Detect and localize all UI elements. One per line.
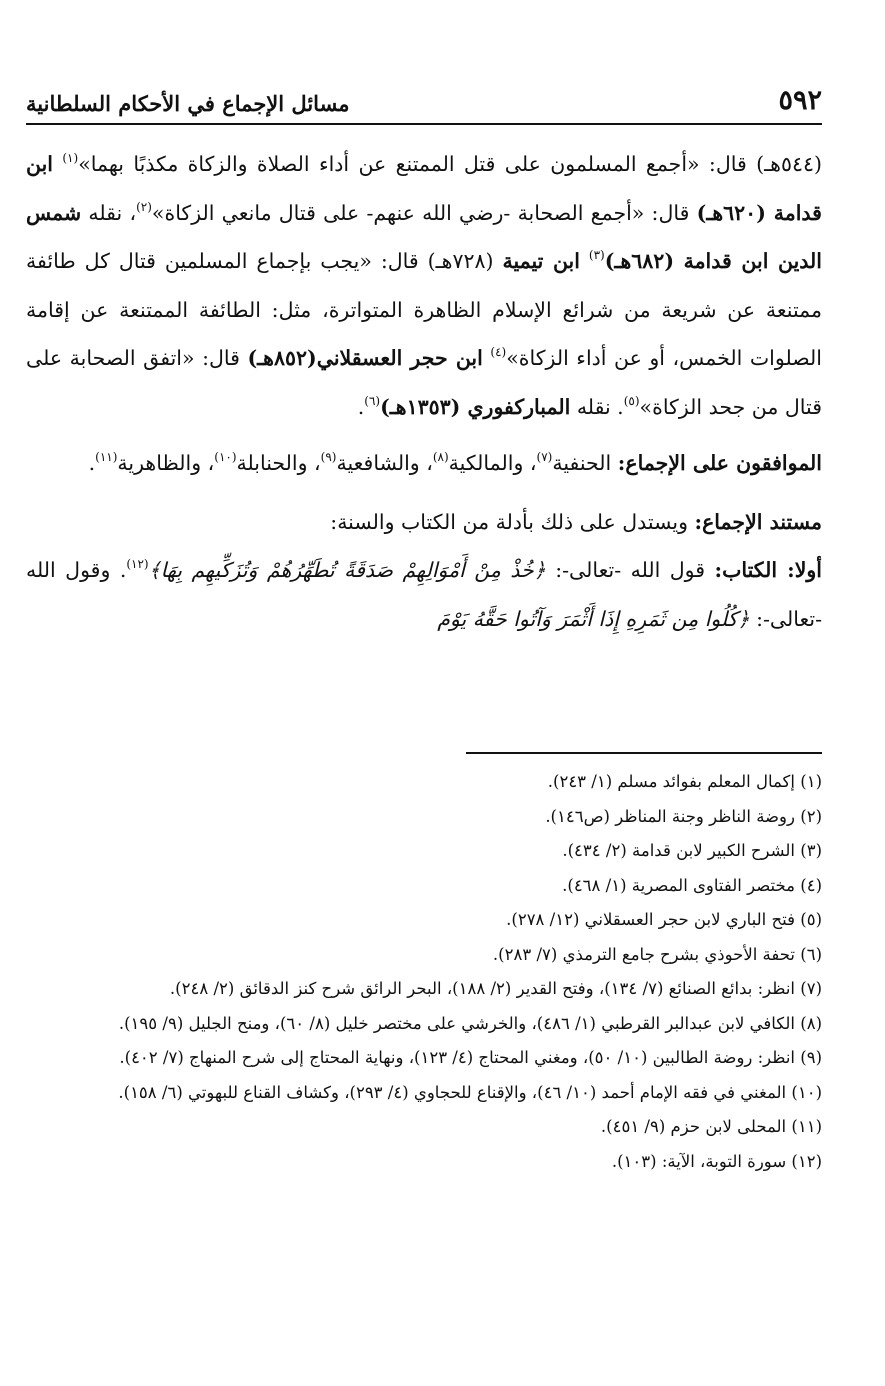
- footnote-ref: (٢): [136, 199, 152, 214]
- footnote-ref: (٤): [490, 345, 507, 359]
- footnote-ref: (٨): [432, 450, 449, 464]
- section-label: مستند الإجماع:: [694, 509, 822, 534]
- paragraph-consensus-quotes: [26, 140, 822, 431]
- scholar-name: ابن تيمية: [502, 249, 580, 273]
- text-run: قال: «اتفق الصحابة على قتال من جحد الزكاة»: [26, 346, 822, 419]
- footnote: (١٠) المغني في فقه الإمام أحمد (١٠/ ٤٦)، والإقناع للحجاوي (٤/ ٢٩٣)، وكشاف القناع للبهوتي (٦/ ١٥٨).: [118, 1082, 822, 1102]
- footnote: (٦) تحفة الأحوذي بشرح جامع الترمذي (٧/ ٢٨٣).: [492, 944, 822, 964]
- footnote-ref: (١): [62, 151, 79, 165]
- text-run: .: [357, 394, 365, 419]
- page-header: [26, 74, 822, 116]
- text-run: . نقله: [570, 394, 624, 419]
- footnote: (٩) انظر: روضة الطالبين (١٠/ ٥٠)، ومغني المحتاج (٤/ ١٢٣)، ونهاية المحتاج إلى شرح المنهاج (٧/ ٤٠٢).: [119, 1048, 822, 1067]
- paragraph-quran-evidence: [26, 546, 822, 643]
- quran-verse: ﴿كُلُوا مِن ثَمَرِهِ إِذَا أَثْمَرَ وَآتُوا حَقَّهُ يَوْمَ: [437, 606, 750, 631]
- footnote-ref: (١٠): [214, 450, 237, 464]
- footnote-ref: (١٢): [126, 557, 149, 571]
- footnote: (٨) الكافي لابن عبدالبر القرطبي (١/ ٤٨٦)، والخرشي على مختصر خليل (٨/ ٦٠)، ومنح الجليل (٩/ ١٩٥).: [118, 1013, 822, 1033]
- footnote: (١) إكمال المعلم بفوائد مسلم (١/ ٢٤٣).: [547, 772, 822, 791]
- text-run: (٥٤٤هـ) قال: «أجمع المسلمون على قتل الممتنع عن أداء الصلاة والزكاة مكذبًا بهما»: [78, 152, 822, 176]
- footnote-separator: [466, 752, 822, 754]
- section-label: أولا: الكتاب:: [714, 558, 822, 582]
- section-label: الموافقون على الإجماع:: [617, 451, 822, 475]
- text-run: ، والحنابلة: [236, 451, 321, 475]
- text-run: ، نقله: [81, 200, 137, 225]
- footnote: (٣) الشرح الكبير لابن قدامة (٢/ ٤٣٤).: [562, 841, 822, 860]
- text-run: قال: «أجمع الصحابة -رضي الله عنهم- على قتال مانعي الزكاة»: [151, 200, 697, 225]
- text-run: ويستدل على ذلك بأدلة من الكتاب والسنة:: [330, 509, 695, 534]
- text-run: .: [88, 451, 96, 475]
- text-run: ، والمالكية: [448, 451, 537, 475]
- footnote: (٥) فتح الباري لابن حجر العسقلاني (١٢/ ٢٧٨).: [506, 910, 822, 929]
- footnotes: [26, 765, 822, 1179]
- footnote: (١٢) سورة التوبة، الآية: (١٠٣).: [611, 1151, 822, 1171]
- text-run: الحنفية: [552, 451, 618, 475]
- paragraph-agreeing-schools: [26, 439, 822, 488]
- footnote-ref: (٦): [364, 393, 381, 408]
- text-run: [580, 249, 589, 273]
- footnote-ref: (٧): [536, 450, 553, 464]
- scholar-name: ابن حجر العسقلاني(٨٥٢هـ): [247, 346, 483, 370]
- footnote: (٢) روضة الناظر وجنة المناظر (ص١٤٦).: [545, 806, 822, 826]
- footnote-ref: (٩): [320, 450, 337, 464]
- footnote-ref: (١١): [95, 450, 118, 464]
- text-run: (٧٢٨هـ) قال: «يجب بإجماع المسلمين قتال كل طائفة ممتنعة عن شريعة من شرائع الإسلام الظاهرة المتواترة، مثل: الطائفة الممتنعة عن إقامة الصلوات الخمس، أو عن أداء الزكاة»: [26, 249, 822, 370]
- footnote-ref: (٥): [623, 393, 640, 408]
- main-text: [26, 140, 822, 643]
- page-number: ٥٩٢: [778, 85, 822, 116]
- footnote: (١١) المحلى لابن حزم (٩/ ٤٥١).: [600, 1117, 822, 1136]
- footnote-ref: (٣): [588, 248, 605, 262]
- footnote: (٤) مختصر الفتاوى المصرية (١/ ٤٦٨).: [562, 875, 822, 895]
- text-run: [53, 152, 62, 176]
- running-title: مسائل الإجماع في الأحكام السلطانية: [26, 91, 350, 116]
- scholar-name: المباركفوري (١٣٥٣هـ): [380, 394, 571, 419]
- header-rule: [26, 123, 822, 125]
- paragraph-evidence-basis: [26, 498, 822, 547]
- quran-verse: ﴿خُذْ مِنْ أَمْوَالِهِمْ صَدَقَةً تُطَهِّرُهُمْ وَتُزَكِّيهِم بِهَا﴾: [148, 558, 546, 582]
- scholar-name: ابن قدامة (٦٢٠هـ): [26, 152, 822, 225]
- text-run: . وقول الله -تعالى-:: [26, 558, 822, 631]
- footnote: (٧) انظر: بدائع الصنائع (٧/ ١٣٤)، وفتح القدير (٢/ ١٨٨)، البحر الرائق شرح كنز الدقائق (٢/ ٢٤٨).: [169, 979, 822, 998]
- scholar-name: شمس الدين ابن قدامة (٦٨٢هـ): [26, 200, 822, 273]
- text-run: ، والشافعية: [336, 451, 433, 475]
- text-run: قول الله -تعالى-:: [545, 558, 715, 582]
- text-run: ، والظاهرية: [117, 451, 215, 475]
